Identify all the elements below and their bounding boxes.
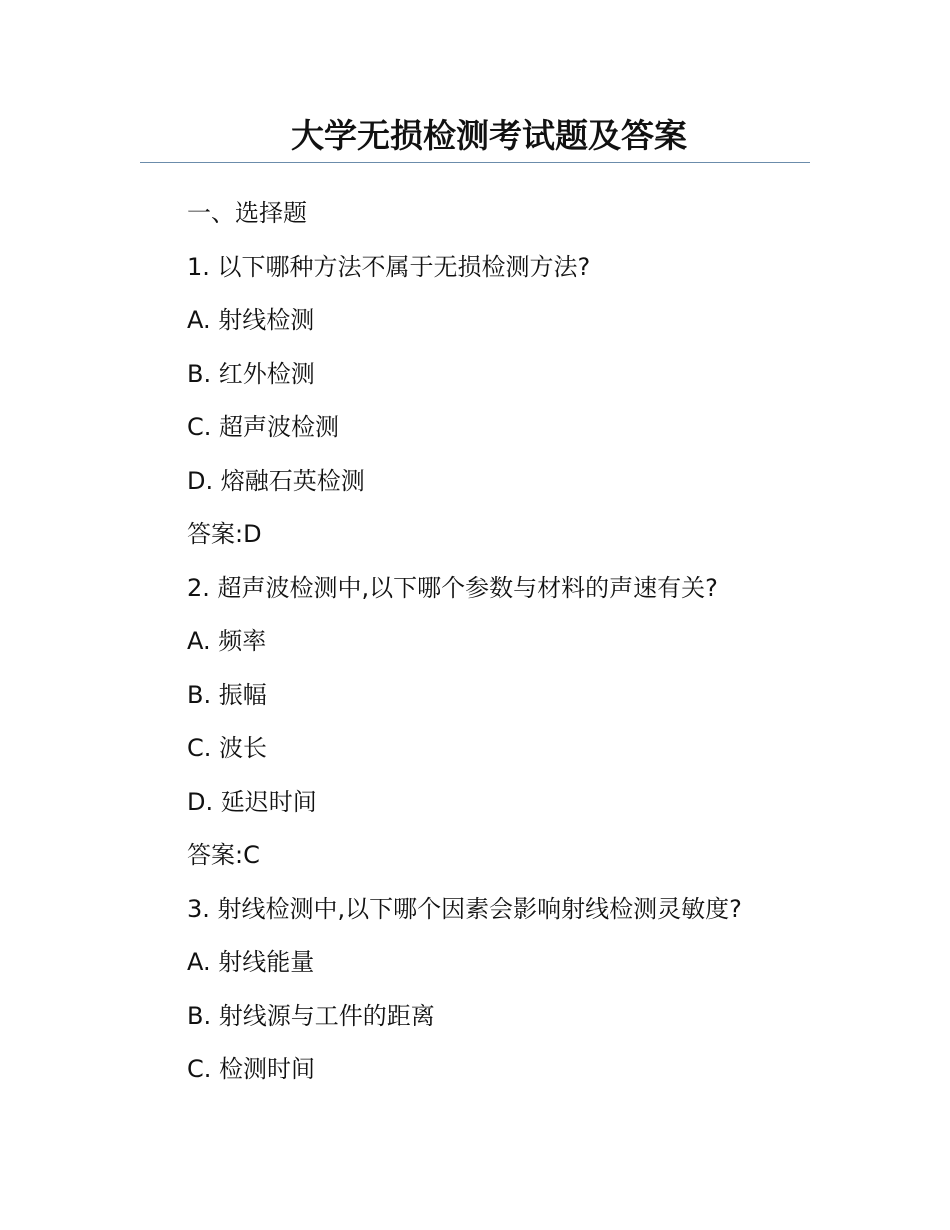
title-divider [140, 162, 810, 163]
question-1: 1. 以下哪种方法不属于无损检测方法? [187, 252, 591, 281]
question-2-option-c: C. 波长 [187, 734, 268, 762]
question-3-option-b: B. 射线源与工件的距离 [187, 1001, 435, 1030]
document-title: 大学无损检测考试题及答案 [291, 116, 687, 155]
question-1-option-c: C. 超声波检测 [187, 413, 340, 441]
question-2-answer: 答案:C [187, 841, 260, 869]
question-1-option-b: B. 红外检测 [187, 359, 315, 388]
section-heading: 一、选择题 [187, 199, 307, 227]
question-1-option-d: D. 熔融石英检测 [187, 466, 365, 495]
question-1-answer: 答案:D [187, 520, 262, 548]
question-2: 2. 超声波检测中,以下哪个参数与材料的声速有关? [187, 573, 718, 602]
question-3: 3. 射线检测中,以下哪个因素会影响射线检测灵敏度? [187, 894, 742, 923]
question-2-option-a: A. 频率 [187, 627, 267, 655]
question-2-option-b: B. 振幅 [187, 680, 267, 709]
question-2-option-d: D. 延迟时间 [187, 787, 317, 816]
question-3-option-c: C. 检测时间 [187, 1055, 316, 1083]
question-1-option-a: A. 射线检测 [187, 306, 315, 334]
question-3-option-a: A. 射线能量 [187, 948, 315, 976]
document-body [187, 192, 807, 1102]
